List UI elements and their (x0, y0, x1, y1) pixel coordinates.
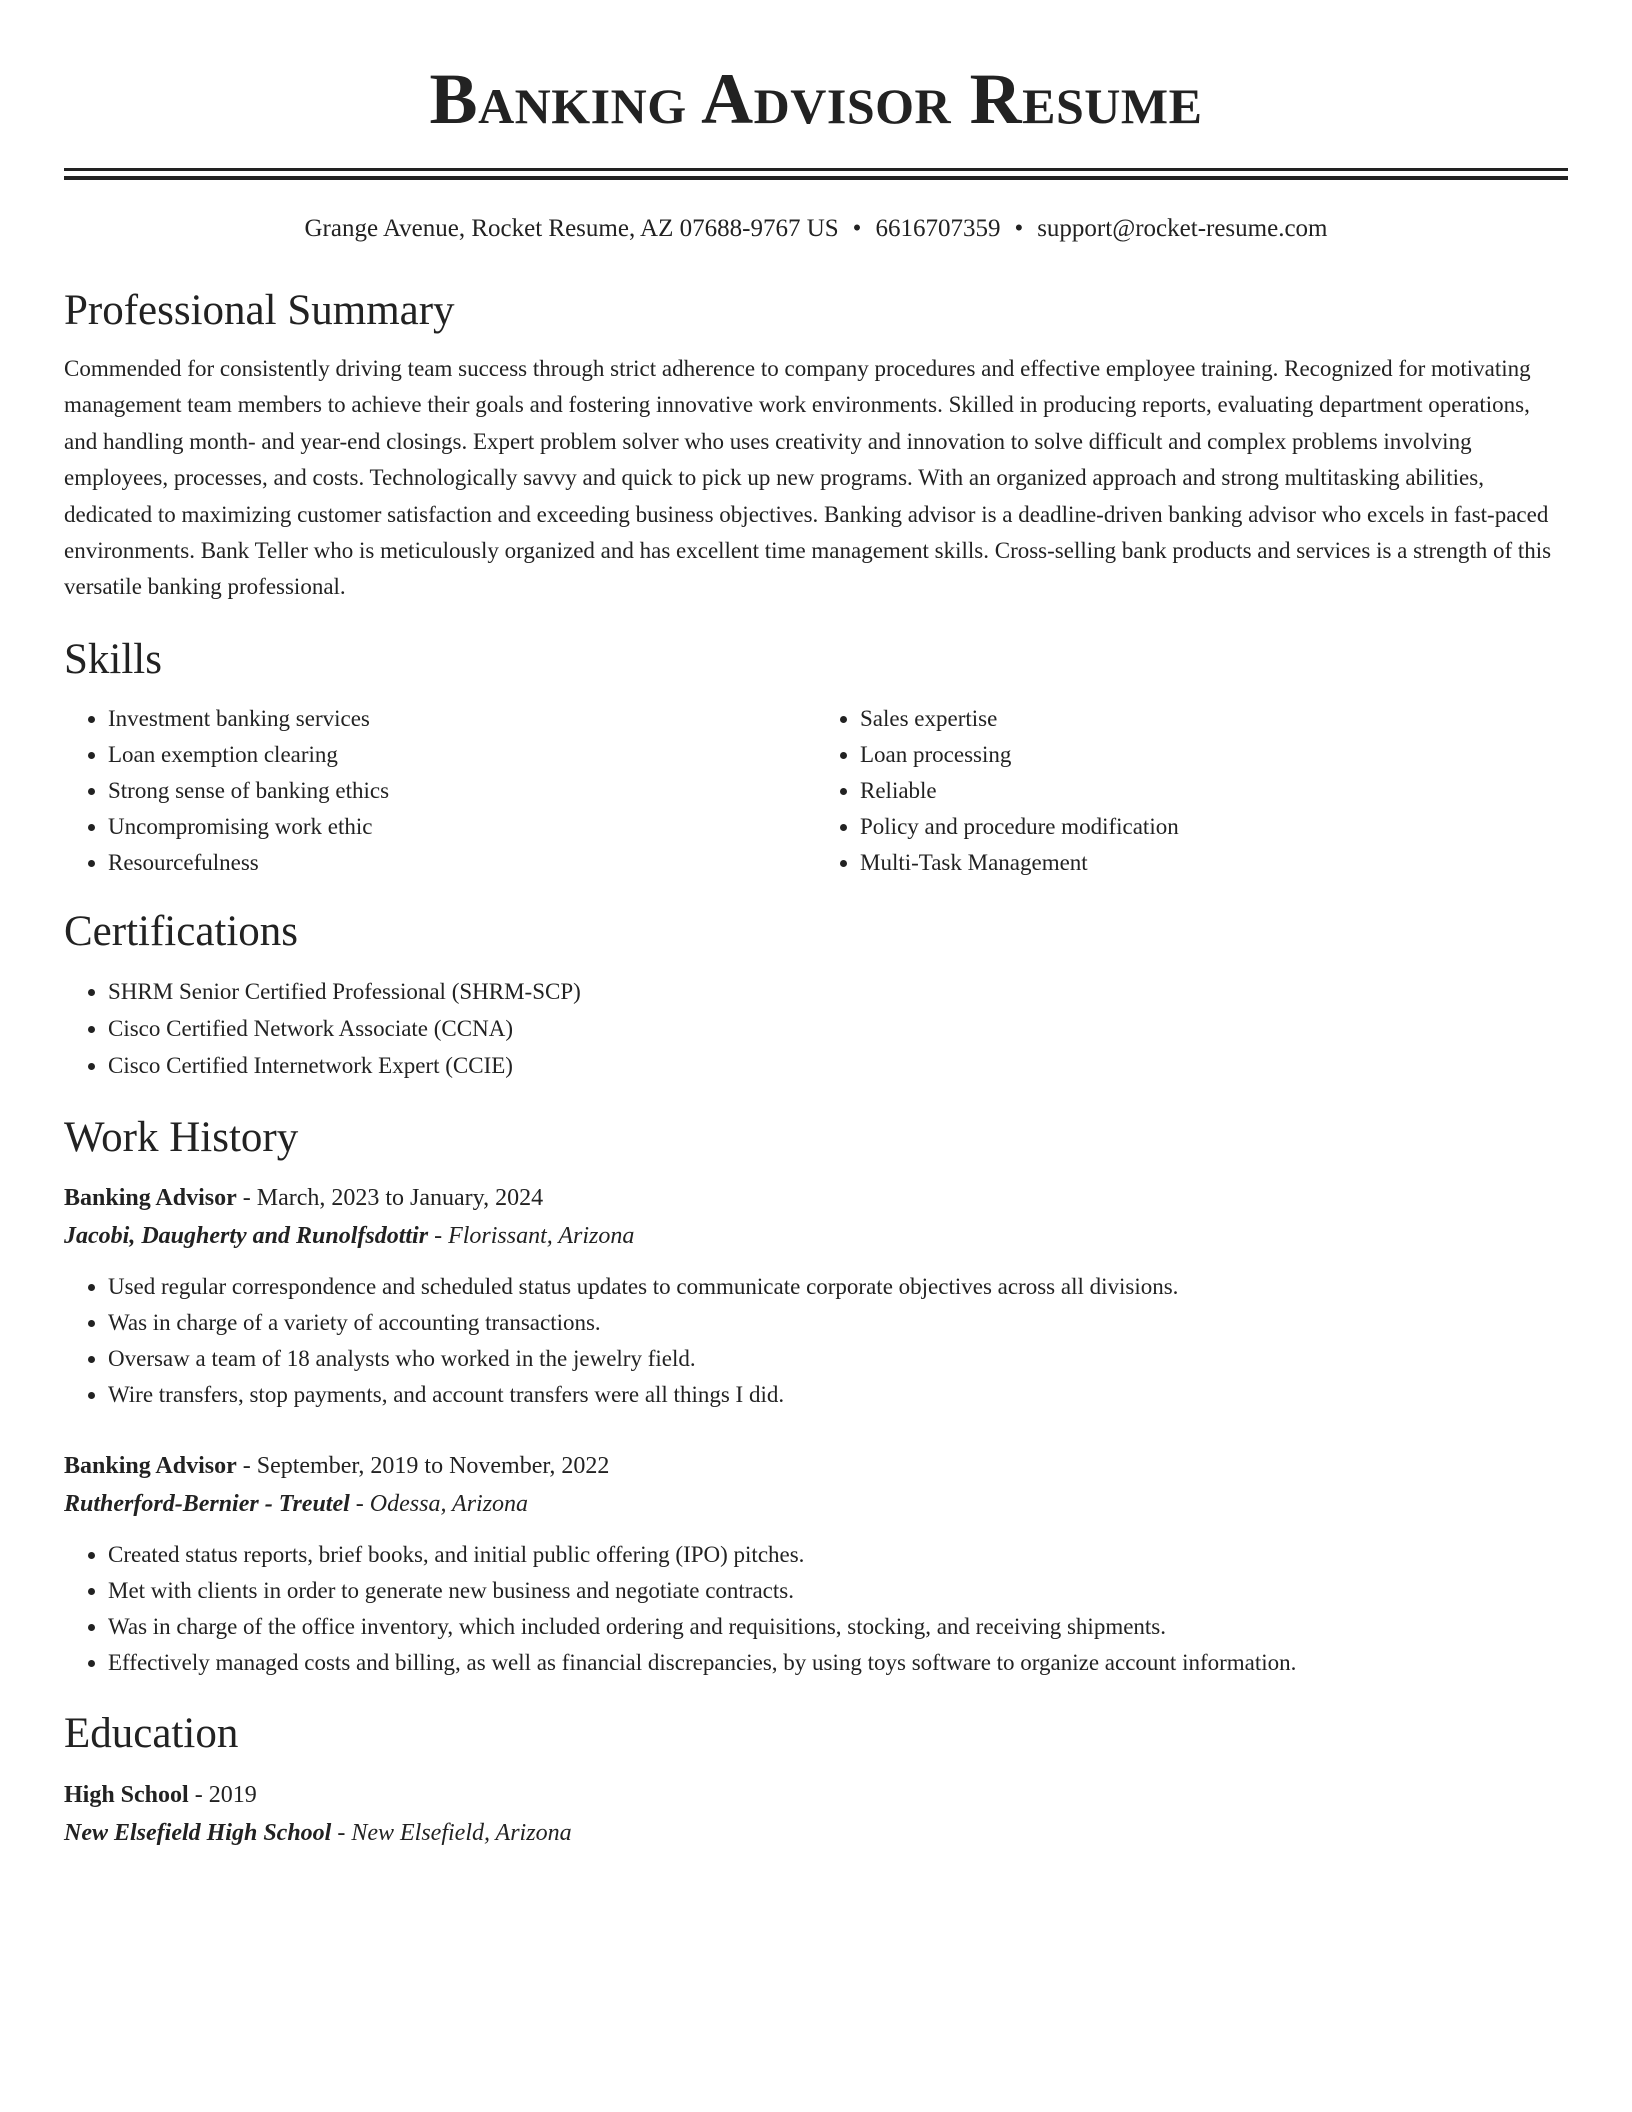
skills-grid (64, 701, 1568, 881)
resume-title: Banking Advisor Resume (429, 59, 1203, 139)
contact-email: support@rocket-resume.com (1037, 215, 1328, 242)
skills-list-right (816, 701, 1568, 881)
job-bullets (64, 1269, 1568, 1413)
job-bullet: • Met with clients in order to generate new business and negotiate contracts. (108, 1573, 1568, 1609)
certifications-section (64, 907, 1568, 1084)
job-dates: March, 2023 to January, 2024 (256, 1184, 544, 1211)
job-company-line: Jacobi, Daugherty and Runolfsdottir - Florissant, Arizona (64, 1222, 635, 1249)
skills-list-left (64, 701, 816, 881)
job-bullet: • Created status reports, brief books, and initial public offering (IPO) pitches. (108, 1537, 1568, 1573)
job-bullet: • Used regular correspondence and scheduled status updates to communicate corporate objectives across all divisions. (108, 1269, 1568, 1305)
education-school: New Elsefield High School (64, 1819, 332, 1846)
job-bullet: • Was in charge of a variety of accounting transactions. (108, 1305, 1568, 1341)
certification-item: • Cisco Certified Network Associate (CCNA) (108, 1010, 1568, 1047)
skill-item: • Multi-Task Management (860, 845, 1568, 881)
skill-item: • Resourcefulness (108, 845, 816, 881)
job-title: Banking Advisor (64, 1452, 237, 1479)
education-location: New Elsefield, Arizona (351, 1819, 572, 1846)
job-bullet: • Oversaw a team of 18 analysts who worked in the jewelry field. (108, 1341, 1568, 1377)
skill-item: • Loan exemption clearing (108, 737, 816, 773)
job-entry (64, 1179, 1568, 1413)
skill-item: • Sales expertise (860, 701, 1568, 737)
education-entry (64, 1776, 1568, 1852)
contact-phone: 6616707359 (875, 215, 1001, 242)
work-history-heading: Work History (64, 1113, 299, 1161)
job-company-line: Rutherford-Bernier - Treutel - Odessa, Arizona (64, 1490, 529, 1517)
education-degree-line: High School - 2019 (64, 1781, 257, 1808)
job-dates: September, 2019 to November, 2022 (256, 1452, 610, 1479)
skills-heading: Skills (64, 635, 162, 683)
contact-separator: • (852, 215, 862, 242)
contact-line (64, 214, 1568, 244)
job-bullet: • Was in charge of the office inventory, which included ordering and requisitions, stocking, and receiving shipments. (108, 1609, 1568, 1645)
skill-item: • Policy and procedure modification (860, 809, 1568, 845)
job-title-line: Banking Advisor - March, 2023 to January, 2024 (64, 1184, 544, 1211)
title-divider-bottom (64, 176, 1568, 180)
job-title: Banking Advisor (64, 1184, 237, 1211)
education-year: 2019 (208, 1781, 257, 1808)
education-heading: Education (64, 1709, 239, 1757)
skills-section (64, 635, 1568, 881)
education-school-line: New Elsefield High School - New Elsefield, Arizona (64, 1819, 572, 1846)
job-location: Florissant, Arizona (448, 1222, 635, 1249)
job-bullet: • Wire transfers, stop payments, and account transfers were all things I did. (108, 1377, 1568, 1413)
job-company: Jacobi, Daugherty and Runolfsdottir (64, 1222, 429, 1249)
job-location: Odessa, Arizona (369, 1490, 529, 1517)
title-divider-top (64, 168, 1568, 171)
certifications-heading: Certifications (64, 907, 299, 955)
education-section (64, 1709, 1568, 1852)
summary-heading: Professional Summary (64, 287, 455, 334)
skill-item: • Uncompromising work ethic (108, 809, 816, 845)
summary-text: Commended for consistently driving team success through strict adherence to company procedures and effective employee training. Recognized for motivating management team members to achieve their goals and fostering innovative work environments. Skilled in producing reports, evaluating department operations, and handling month- and year-end closings. Expert problem solver who uses creativity and innovation to solve difficult and complex problems involving employees, processes, and costs. Technologically savvy and quick to pick up new programs. With an organized approach and strong multitasking abilities, dedicated to maximizing customer satisfaction and exceeding business objectives. Banking advisor is a deadline-driven banking advisor who excels in fast-paced environments. Bank Teller who is meticulously organized and has excellent time management skills. Cross-selling bank products and services is a strength of this versatile banking professional. (64, 356, 1552, 600)
job-entry (64, 1447, 1568, 1681)
job-title-line: Banking Advisor - September, 2019 to November, 2022 (64, 1452, 610, 1479)
skill-item: • Loan processing (860, 737, 1568, 773)
skill-item: • Strong sense of banking ethics (108, 773, 816, 809)
skill-item: • Investment banking services (108, 701, 816, 737)
job-bullet: • Effectively managed costs and billing, as well as financial discrepancies, by using toys software to organize account information. (108, 1645, 1568, 1681)
resume-page (64, 0, 1568, 1852)
summary-section (64, 286, 1568, 606)
contact-address: Grange Avenue, Rocket Resume, AZ 07688-9767 US (304, 215, 839, 242)
education-degree: High School (64, 1781, 189, 1808)
contact-separator: • (1014, 215, 1024, 242)
skill-item: • Reliable (860, 773, 1568, 809)
job-company: Rutherford-Bernier - Treutel (64, 1490, 350, 1517)
job-bullets (64, 1537, 1568, 1681)
work-history-section (64, 1113, 1568, 1681)
certification-item: • Cisco Certified Internetwork Expert (CCIE) (108, 1047, 1568, 1084)
certification-item: • SHRM Senior Certified Professional (SHRM-SCP) (108, 973, 1568, 1010)
certifications-list (64, 973, 1568, 1084)
